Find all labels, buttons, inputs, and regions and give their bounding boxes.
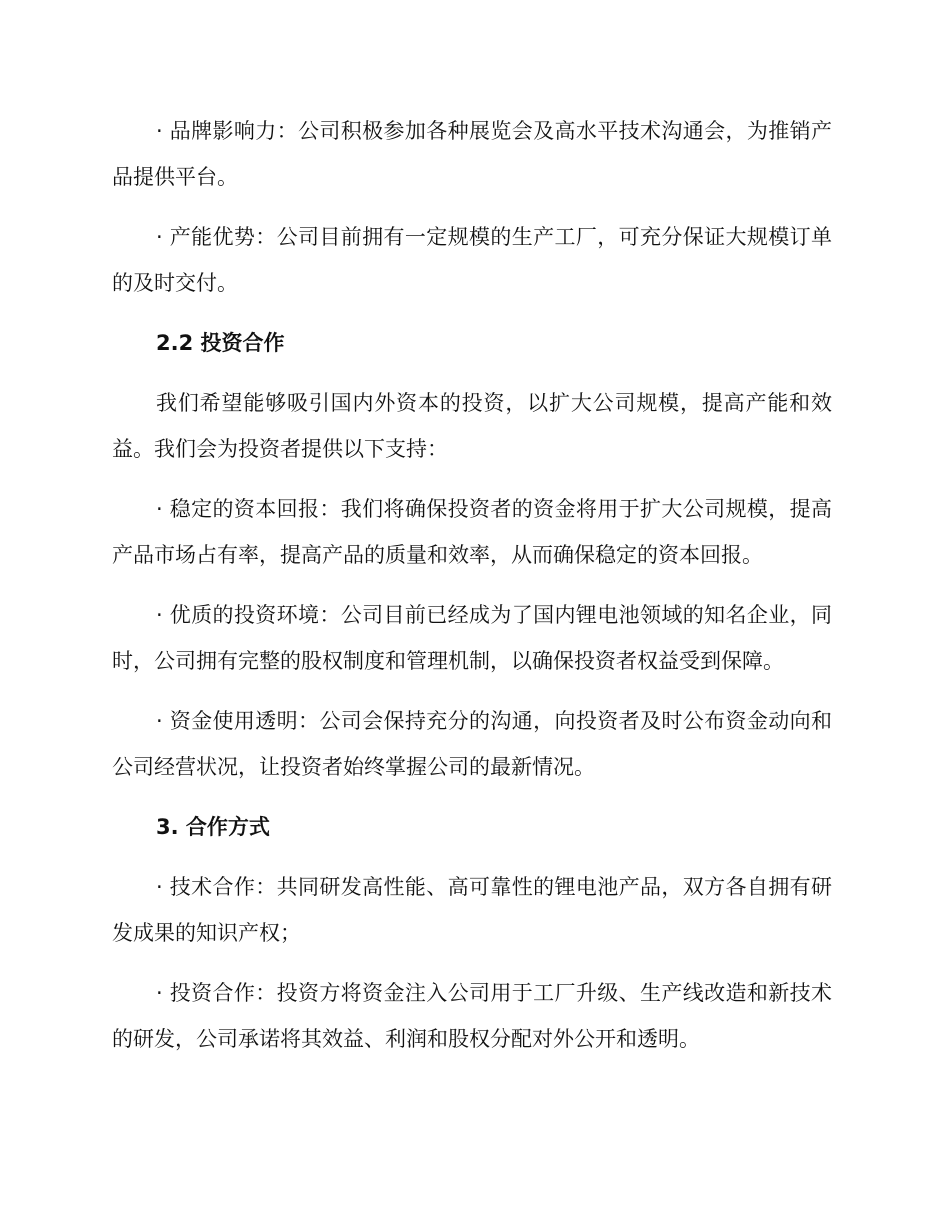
bullet-stable-return: · 稳定的资本回报：我们将确保投资者的资金将用于扩大公司规模，提高产品市场占有率，提高产品的质量和效率，从而确保稳定的资本回报。 [112, 497, 832, 567]
bullet-technical-cooperation: · 技术合作：共同研发高性能、高可靠性的锂电池产品，双方各自拥有研发成果的知识产权； [112, 875, 832, 945]
bullet-investment-cooperation: · 投资合作：投资方将资金注入公司用于工厂升级、生产线改造和新技术的研发，公司承诺将其效益、利润和股权分配对外公开和透明。 [112, 981, 832, 1051]
bullet-brand-influence: · 品牌影响力：公司积极参加各种展览会及高水平技术沟通会，为推销产品提供平台。 [112, 119, 832, 189]
section-heading-investment-cooperation: 2.2 投资合作 [156, 331, 285, 355]
bullet-fund-transparency: · 资金使用透明：公司会保持充分的沟通，向投资者及时公布资金动向和公司经营状况，让投资者始终掌握公司的最新情况。 [112, 709, 832, 779]
bullet-capacity-advantage: · 产能优势：公司目前拥有一定规模的生产工厂，可充分保证大规模订单的及时交付。 [112, 225, 832, 295]
bullet-investment-environment: · 优质的投资环境：公司目前已经成为了国内锂电池领域的知名企业，同时，公司拥有完整的股权制度和管理机制，以确保投资者权益受到保障。 [112, 603, 832, 673]
investment-intro-paragraph: 我们希望能够吸引国内外资本的投资，以扩大公司规模，提高产能和效益。我们会为投资者提供以下支持： [112, 391, 832, 461]
section-heading-cooperation-modes: 3. 合作方式 [156, 815, 270, 839]
document-body [112, 108, 832, 1076]
